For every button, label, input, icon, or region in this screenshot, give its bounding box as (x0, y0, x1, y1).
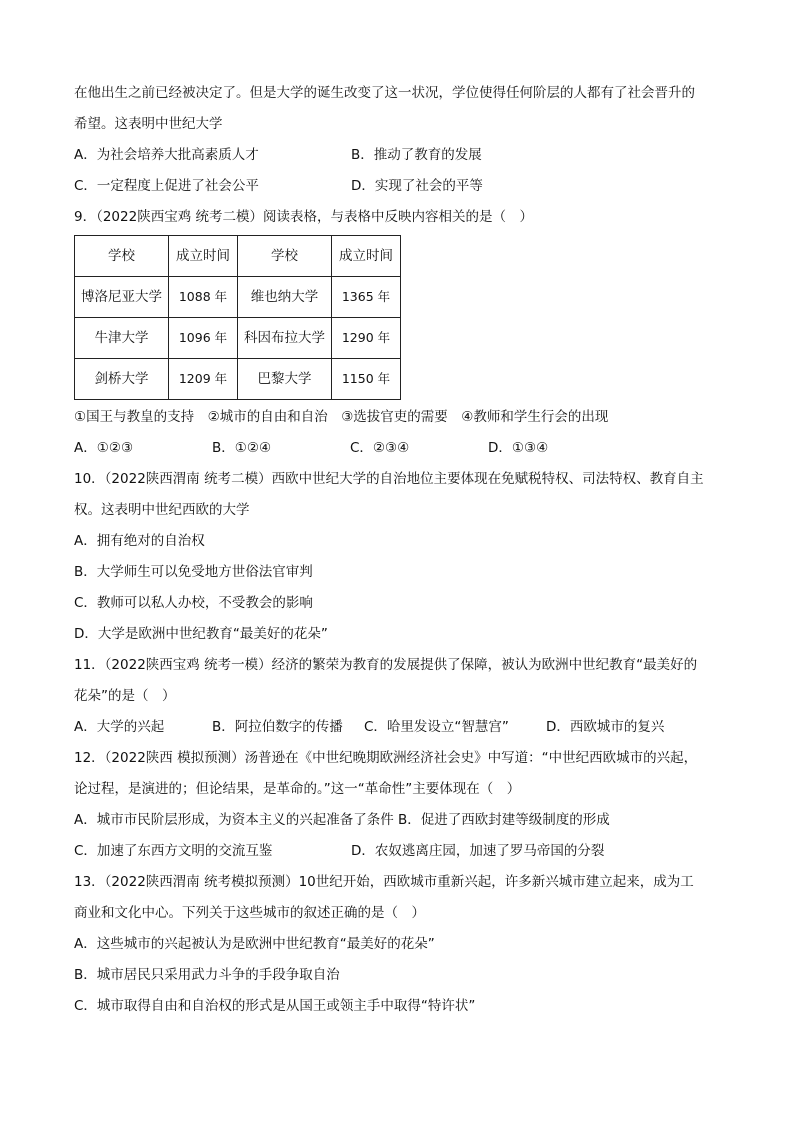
table-cell: 博洛尼亚大学 (75, 277, 169, 318)
question-9-table-container (74, 235, 724, 400)
table-header-cell: 成立时间 (169, 236, 238, 277)
question-11-option-c[interactable]: C．哈里发设立“智慧宫” (364, 719, 509, 735)
question-8-stem-line-1: 在他出生之前已经被决定了。但是大学的诞生改变了这一状况，学位使得任何阶层的人都有了社会晋升的 (74, 85, 695, 101)
question-10-stem-line-1: 10．（2022陕西渭南 统考二模）西欧中世纪大学的自治地位主要体现在免赋税特权、司法特权、教育自主 (74, 471, 704, 487)
question-8-options-row-2 (74, 171, 724, 202)
question-10-option-b[interactable]: B．大学师生可以免受地方世俗法官审判 (74, 564, 313, 580)
question-12-stem-line-1: 12．（2022陕西 模拟预测）汤普逊在《中世纪晚期欧洲经济社会史》中写道：“中世纪西欧城市的兴起， (74, 750, 698, 766)
table-row (75, 318, 401, 359)
question-8-options-row-1 (74, 140, 724, 171)
question-10-option-d[interactable]: D．大学是欧洲中世纪教育“最美好的花朵” (74, 626, 328, 642)
question-8-option-c[interactable]: C．一定程度上促进了社会公平 (74, 178, 259, 194)
table-cell: 科因布拉大学 (238, 318, 332, 359)
question-12-stem-line-2: 论过程，是演进的；但论结果，是革命的。”这一“革命性”主要体现在（ ） (74, 781, 521, 797)
table-cell: 剑桥大学 (75, 359, 169, 400)
table-row (75, 277, 401, 318)
question-12-option-d[interactable]: D．农奴逃离庄园，加速了罗马帝国的分裂 (351, 843, 605, 859)
university-founding-table (74, 235, 401, 400)
question-10-stem-line-2: 权。这表明中世纪西欧的大学 (74, 502, 250, 518)
question-13-stem-line-1: 13．（2022陕西渭南 统考模拟预测）10世纪开始，西欧城市重新兴起，许多新兴城市建立起来，成为工 (74, 874, 694, 890)
table-header-cell: 成立时间 (332, 236, 401, 277)
table-cell: 维也纳大学 (238, 277, 332, 318)
question-8-option-b[interactable]: B．推动了教育的发展 (351, 147, 482, 163)
question-13-option-b[interactable]: B．城市居民只采用武力斗争的手段争取自治 (74, 967, 340, 983)
question-13-option-c[interactable]: C．城市取得自由和自治权的形式是从国王或领主手中取得“特许状” (74, 998, 476, 1014)
question-11-option-b[interactable]: B．阿拉伯数字的传播 (212, 719, 343, 735)
question-8-stem-line-2: 希望。这表明中世纪大学 (74, 116, 223, 132)
question-8-option-a[interactable]: A．为社会培养大批高素质人才 (74, 147, 259, 163)
question-12-options-a-b[interactable]: A．城市市民阶层形成，为资本主义的兴起准备了条件 B．促进了西欧封建等级制度的形成 (74, 812, 610, 828)
question-9-options (74, 433, 724, 464)
question-9-option-c[interactable]: C．②③④ (350, 440, 410, 456)
question-13-stem-line-2: 商业和文化中心。下列关于这些城市的叙述正确的是（ ） (74, 905, 425, 921)
question-10-option-c[interactable]: C．教师可以私人办校，不受教会的影响 (74, 595, 313, 611)
question-11-stem-line-1: 11．（2022陕西宝鸡 统考一模）经济的繁荣为教育的发展提供了保障，被认为欧洲中世纪教育“最美好的 (74, 657, 698, 673)
question-9-statements: ①国王与教皇的支持 ②城市的自由和自治 ③选拔官吏的需要 ④教师和学生行会的出现 (74, 409, 609, 425)
table-cell: 巴黎大学 (238, 359, 332, 400)
question-9-option-a[interactable]: A．①②③ (74, 440, 134, 456)
question-12-options-row-2 (74, 836, 724, 867)
question-10-option-a[interactable]: A．拥有绝对的自治权 (74, 533, 205, 549)
question-11-options (74, 712, 724, 743)
table-cell: 牛津大学 (75, 318, 169, 359)
question-9-option-b[interactable]: B．①②④ (212, 440, 272, 456)
table-cell: 1290 年 (332, 318, 401, 359)
question-11-option-a[interactable]: A．大学的兴起 (74, 719, 165, 735)
table-row (75, 359, 401, 400)
question-12-option-c[interactable]: C．加速了东西方文明的交流互鉴 (74, 843, 273, 859)
question-8-option-d[interactable]: D．实现了社会的平等 (351, 178, 483, 194)
question-9-option-d[interactable]: D．①③④ (488, 440, 549, 456)
document-page (74, 78, 724, 1022)
question-9-stem: 9．（2022陕西宝鸡 统考二模）阅读表格，与表格中反映内容相关的是（ ） (74, 209, 533, 225)
table-cell: 1365 年 (332, 277, 401, 318)
table-header-row (75, 236, 401, 277)
table-cell: 1088 年 (169, 277, 238, 318)
question-11-option-d[interactable]: D．西欧城市的复兴 (546, 719, 665, 735)
question-13-option-a[interactable]: A．这些城市的兴起被认为是欧洲中世纪教育“最美好的花朵” (74, 936, 435, 952)
table-cell: 1150 年 (332, 359, 401, 400)
table-header-cell: 学校 (75, 236, 169, 277)
question-11-stem-line-2: 花朵”的是（ ） (74, 688, 176, 704)
table-header-cell: 学校 (238, 236, 332, 277)
table-cell: 1209 年 (169, 359, 238, 400)
table-cell: 1096 年 (169, 318, 238, 359)
